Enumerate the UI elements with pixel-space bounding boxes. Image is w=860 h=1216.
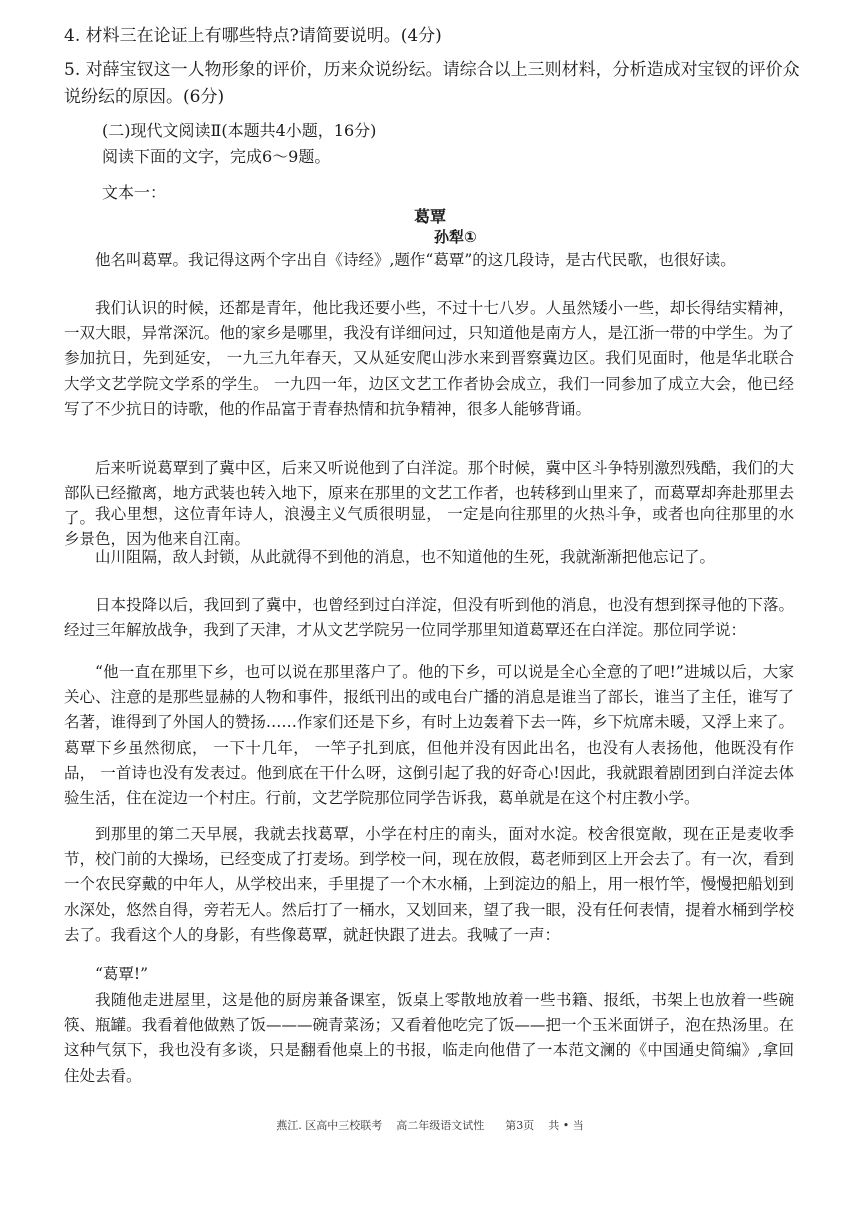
paragraph: 山川阻隔，敌人封锁，从此就得不到他的消息，也不知道他的生死，我就渐渐把他忘记了。 — [95, 548, 716, 566]
section-heading: (二)现代文阅读Ⅱ(本题共4小题，16分) — [102, 121, 377, 140]
article-author: 孙犁① — [434, 228, 477, 246]
paragraph: 日本投降以后，我回到了冀中，也曾经到过白洋淀，但没有听到他的消息，也没有想到探寻他的下落。经过三年解放战争，我到了天津，才从文艺学院另一位同学那里知道葛覃还在白洋淀。那位同学说： — [64, 596, 794, 640]
section-instruction: 阅读下面的文字，完成6～9题。 — [102, 147, 331, 166]
text-label: 文本一： — [102, 183, 167, 202]
paragraph: 他名叫葛覃。我记得这两个字出自《诗经》,题作“葛覃”的这几段诗，是古代民歌，也很好读。 — [95, 251, 736, 269]
page-footer: 燕江. 区高中三校联考 高二年级语文试性 第3页 共 • 当 — [276, 1119, 584, 1132]
article-title: 葛覃 — [413, 207, 446, 226]
question-4: 4. 材料三在论证上有哪些特点?请简要说明。(4分) — [64, 26, 442, 46]
paragraph: “他一直在那里下乡，也可以说在那里落户了。他的下乡，可以说是全心全意的了吧!”进城以后，大家关心、注意的是那些显赫的人物和事件，报纸刊出的或电台广播的消息是谁当了部长，谁当了主任，谁写了名著，谁得到了外国人的赞扬……作家们还是下乡，有时上边轰着下去一阵，乡下炕席未暖，又浮上来了。葛覃下乡虽然彻底， 一下十几年， 一竿子扎到底，但他并没有因此出名，也没有人表扬他，他既没有作品， 一首诗也没有发表过。他到底在干什么呀，这倒引起了我的好奇心!因此，我就跟着剧团到白洋淀去体验生活，住在淀边一个村庄。行前，文艺学院那位同学告诉我，葛单就是在这个村庄教小学。 — [64, 663, 794, 808]
paragraph: 我们认识的时候，还都是青年，他比我还要小些，不过十七八岁。人虽然矮小一些，却长得结实精神， 一双大眼，异常深沉。他的家乡是哪里，我没有详细问过，只知道他是南方人，是江浙一带的中学生。为了参加抗日，先到延安， 一九三九年春天，又从延安爬山涉水来到晋察冀边区。我们见面时，他是华北联合大学文艺学院文学系的学生。 一九四一年，边区文艺工作者协会成立，我们一同参加了成立大会，他已经写了不少抗日的诗歌，他的作品富于青春热情和抗争精神，很多人能够背诵。 — [64, 299, 794, 418]
paragraph: 我心里想，这位青年诗人，浪漫主义气质很明显， 一定是向往那里的火热斗争，或者也向往那里的水乡景色，因为他来自江南。 — [64, 505, 794, 549]
paragraph: 后来听说葛覃到了冀中区，后来又听说他到了白洋淀。那个时候，冀中区斗争特别激烈残酷，我们的大部队已经撤离，地方武装也转入地下，原来在那里的文艺工作者，也转移到山里来了，而葛覃却奔赴那里去了。 — [64, 459, 794, 528]
question-5: 5. 对薛宝钗这一人物形象的评价，历来众说纷纭。请综合以上三则材料，分析造成对宝钗的评价众说纷纭的原因。(6分) — [64, 60, 800, 107]
paragraph: “葛覃!” — [95, 965, 149, 983]
paragraph: 我随他走进屋里，这是他的厨房兼备课室，饭桌上零散地放着一些书籍、报纸，书架上也放着一些碗筷、瓶罐。我看着他做熟了饭———碗青菜汤；又看着他吃完了饭——把一个玉米面饼子，泡在热汤里。在这种气氛下，我也没有多谈，只是翻看他桌上的书报，临走向他借了一本范文澜的《中国通史简编》,拿回住处去看。 — [64, 991, 794, 1085]
paragraph: 到那里的第二天早展，我就去找葛覃，小学在村庄的南头，面对水淀。校舍很宽敞，现在正是麦收季节，校门前的大操场，已经变成了打麦场。到学校一问，现在放假，葛老师到区上开会去了。有一次，看到一个农民穿戴的中年人，从学校出来，手里提了一个木水桶，上到淀边的船上，用一根竹竿，慢慢把船划到水深处，悠然自得，旁若无人。然后打了一桶水，又划回来，望了我一眼，没有任何表情，提着水桶到学校去了。我看这个人的身影，有些像葛覃，就赶快跟了进去。我喊了一声： — [64, 825, 794, 944]
